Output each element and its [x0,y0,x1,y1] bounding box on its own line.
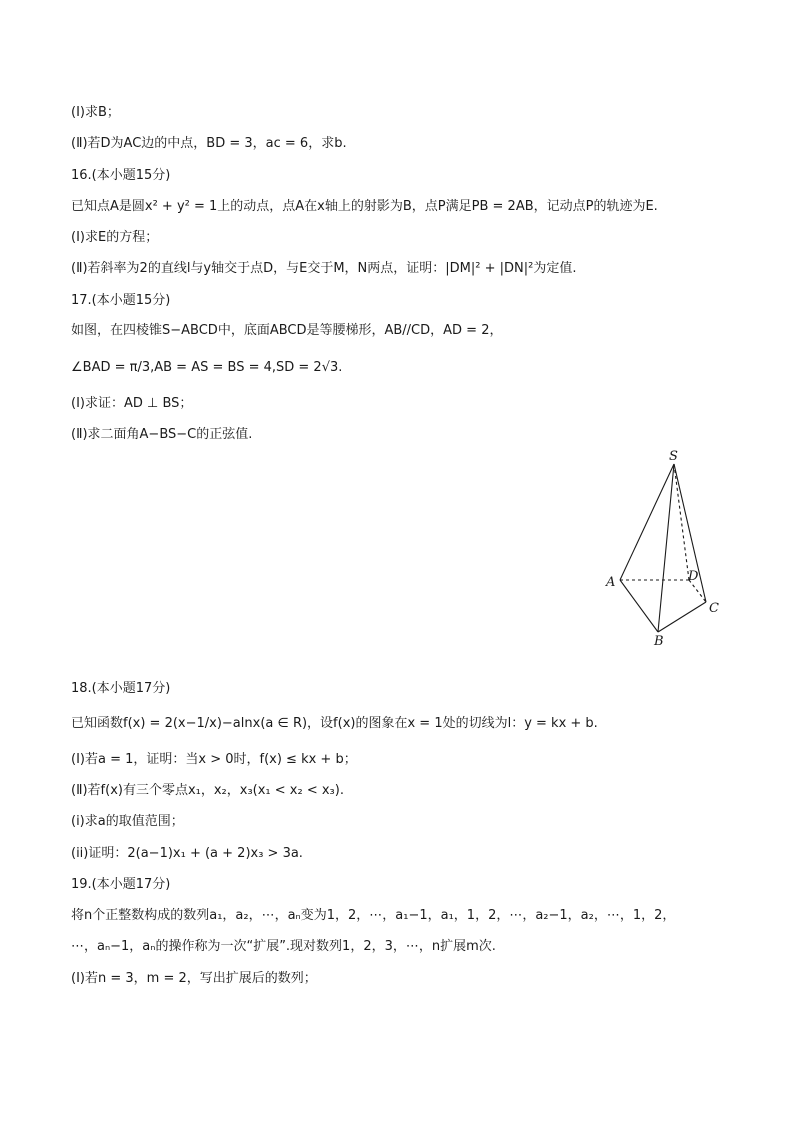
label-s: S [669,449,678,464]
label-b: B [654,634,664,646]
edge-bc [658,602,706,632]
edge-ab [620,580,658,632]
question-16-header: 16.(本小题15分) [71,168,171,183]
edge-sd-hidden [674,464,689,580]
label-d: D [688,569,699,584]
question-19-part-1: (Ⅰ)若n = 3，m = 2，写出扩展后的数列； [71,971,317,986]
edge-sa [620,464,674,580]
question-19-header: 19.(本小题17分) [71,877,171,892]
edge-sb [658,464,674,632]
question-17-part-2: (Ⅱ)求二面角A−BS−C的正弦值. [71,427,253,442]
question-18-part-2-i: (i)求a的取值范围； [71,814,184,829]
pyramid-figure [600,446,730,646]
question-18-header: 18.(本小题17分) [71,681,171,696]
question-16-part-2: (Ⅱ)若斜率为2的直线l与y轴交于点D，与E交于M，N两点，证明：|DM|² + |DN|²为定值. [71,261,577,276]
question-17-header: 17.(本小题15分) [71,293,171,308]
question-17-stem-line-2: ∠BAD = π/3,AB = AS = BS = 4,SD = 2√3. [71,360,343,375]
question-19-stem-line-1: 将n个正整数构成的数列a₁，a₂，⋯，aₙ变为1，2，⋯，a₁−1，a₁，1，2，⋯，a₂−1，a₂，⋯，1，2， [71,908,676,923]
question-18-part-2-ii: (ii)证明：2(a−1)x₁ + (a + 2)x₃ > 3a. [71,846,303,861]
question-16-part-1: (Ⅰ)求E的方程； [71,230,159,245]
question-18-part-1: (Ⅰ)若a = 1，证明：当x > 0时，f(x) ≤ kx + b； [71,752,357,767]
label-a: A [606,575,616,590]
part-1-prompt: (Ⅰ)求B； [71,105,120,120]
question-18-part-2: (Ⅱ)若f(x)有三个零点x₁，x₂，x₃(x₁ < x₂ < x₃). [71,783,344,798]
question-18-stem: 已知函数f(x) = 2(x−1/x)−alnx(a ∈ R)，设f(x)的图象在x = 1处的切线为l：y = kx + b. [71,716,598,731]
question-17-part-1: (Ⅰ)求证：AD ⊥ BS； [71,396,193,411]
question-19-stem-line-2: ⋯，aₙ−1，aₙ的操作称为一次“扩展”.现对数列1，2，3，⋯，n扩展m次. [71,939,496,954]
part-2-prompt: (Ⅱ)若D为AC边的中点，BD = 3，ac = 6，求b. [71,136,347,151]
label-c: C [709,601,719,616]
question-16-stem: 已知点A是圆x² + y² = 1上的动点，点A在x轴上的射影为B，点P满足PB = 2AB，记动点P的轨迹为E. [71,199,658,214]
question-17-stem-line-1: 如图，在四棱锥S−ABCD中，底面ABCD是等腰梯形，AB//CD，AD = 2， [71,323,503,338]
